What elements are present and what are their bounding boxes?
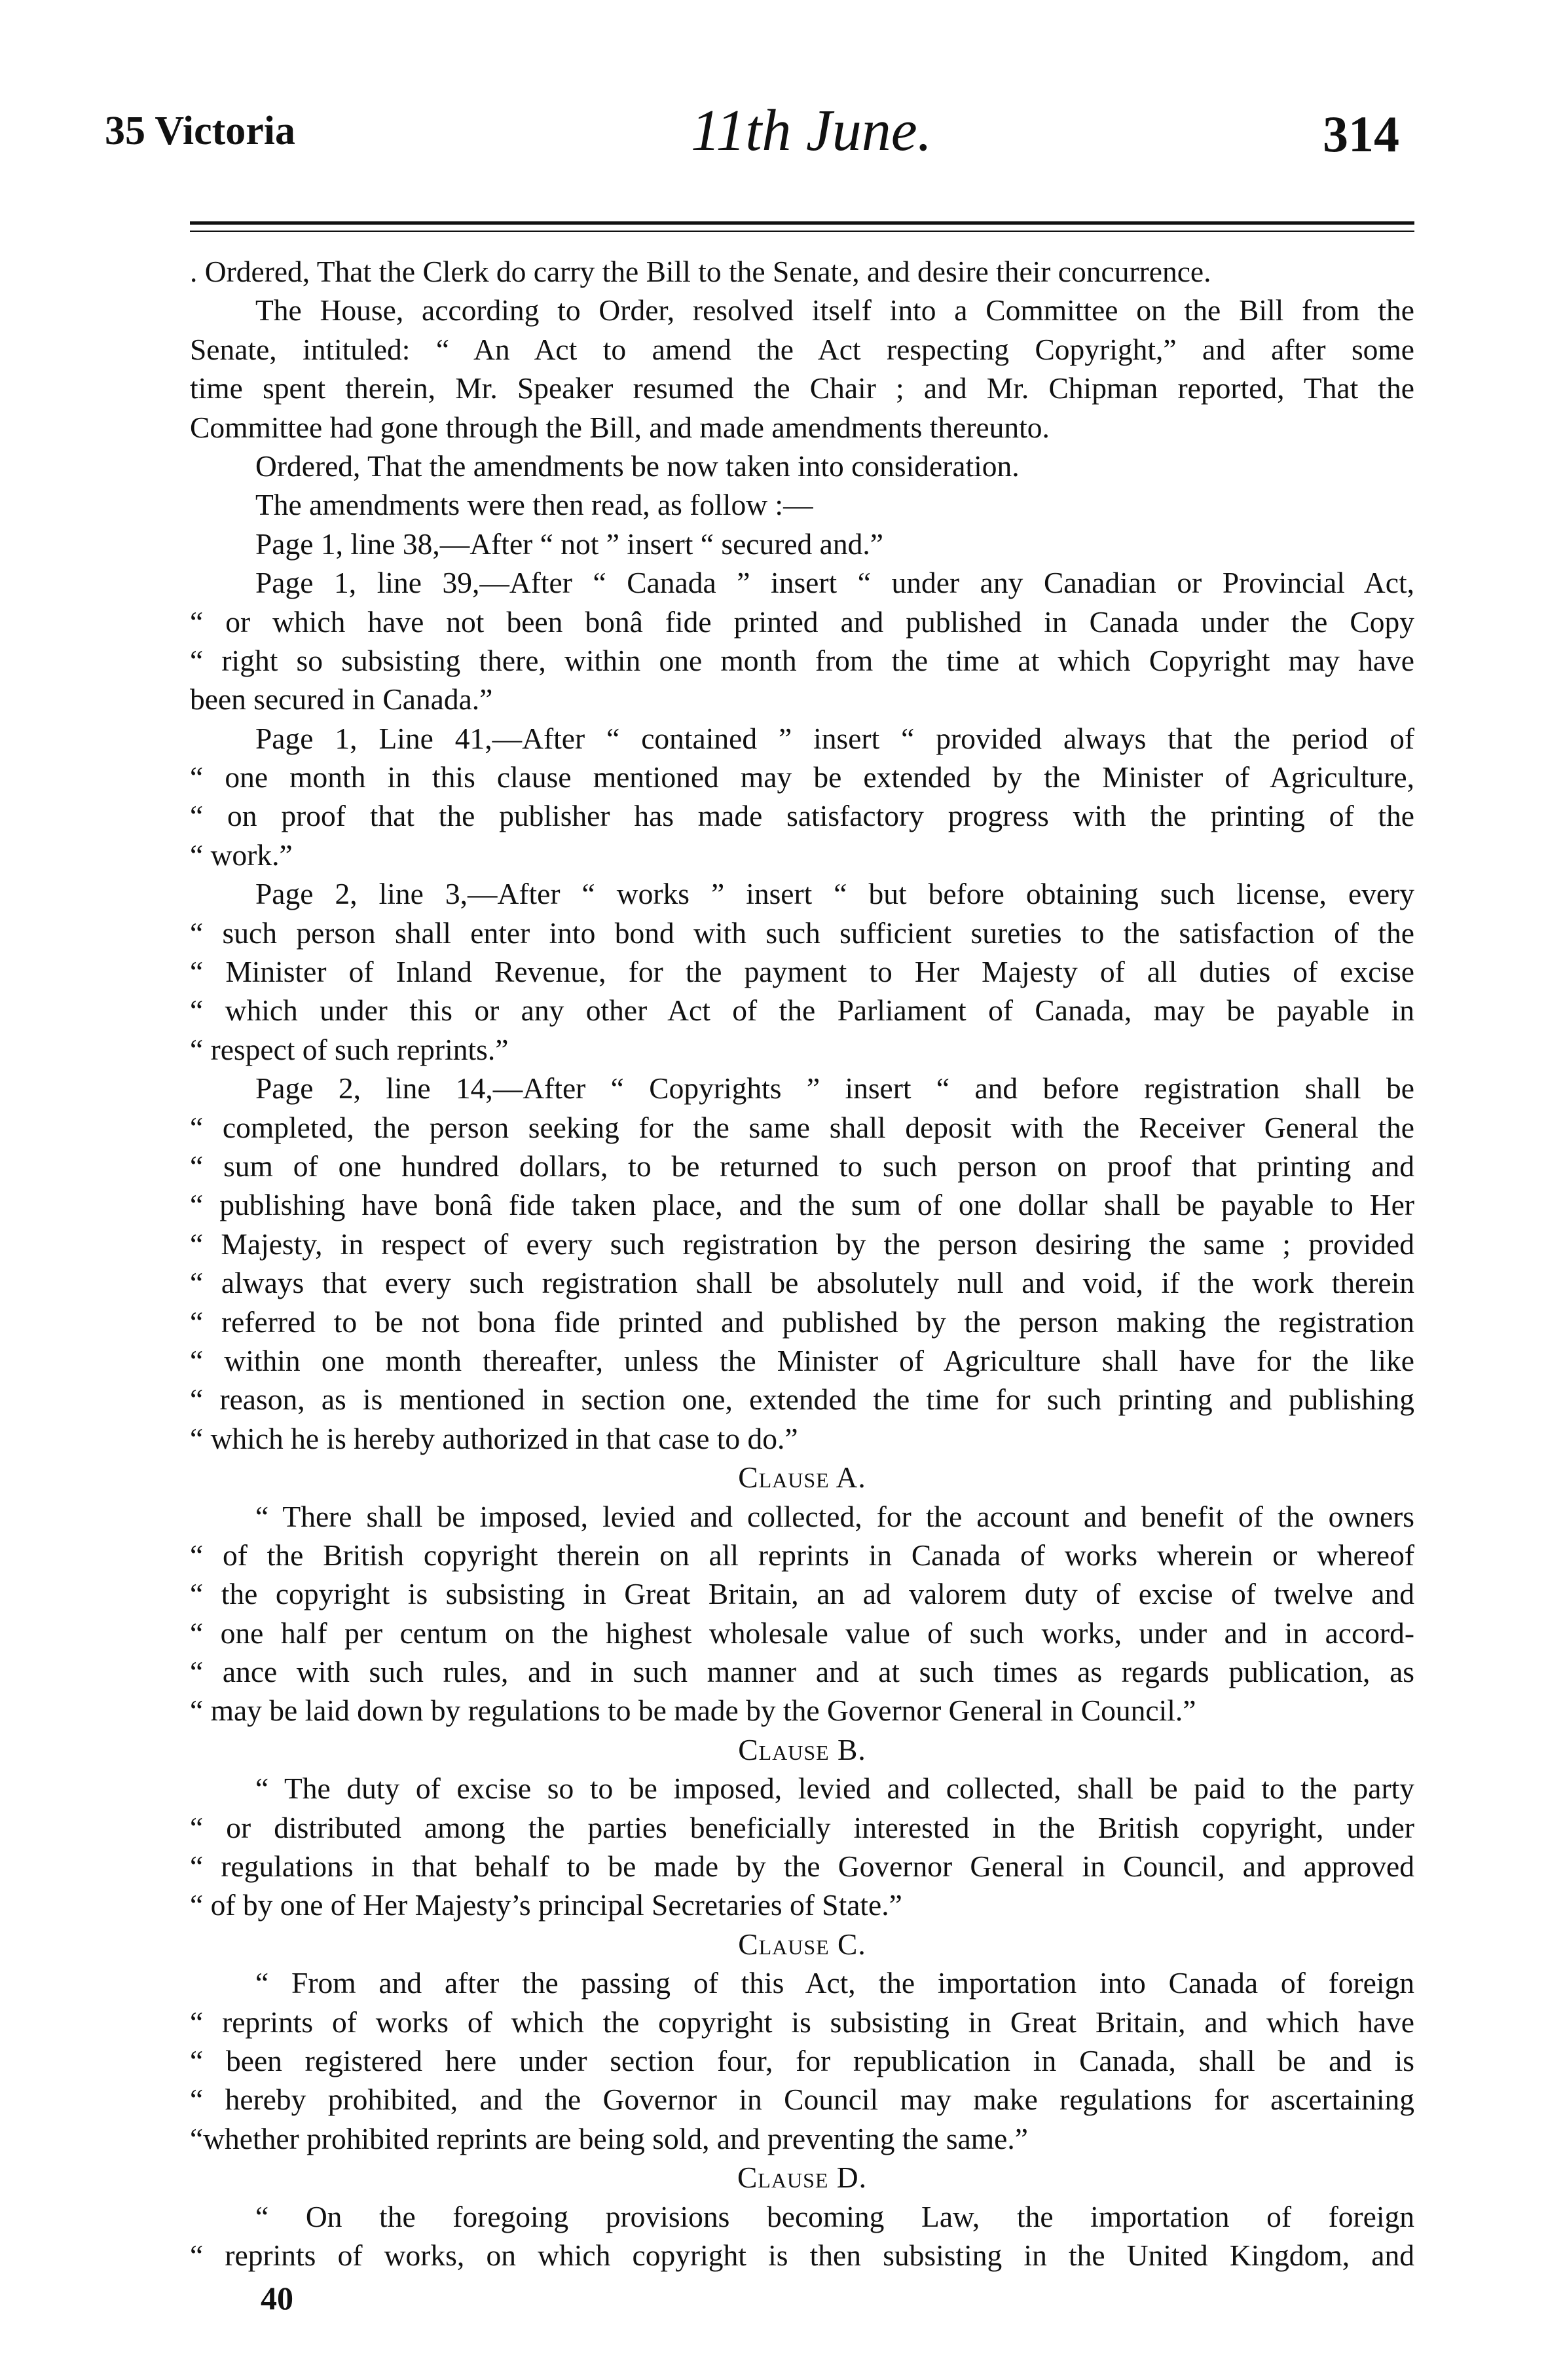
text-line: “ of by one of Her Majesty’s principal Secretaries of State.” (190, 1888, 902, 1922)
text-line: “ referred to be not bona fide printed and published by the person making the registration (190, 1305, 1414, 1339)
text-line: “ the copyright is subsisting in Great Britain, an ad valorem duty of excise of twelve and (190, 1577, 1414, 1611)
header-rule-thin (190, 231, 1414, 232)
signature-mark: 40 (261, 2280, 293, 2316)
header-rule-thick (190, 221, 1414, 225)
text-line: “ which under this or any other Act of the Parliament of Canada, may be payable in (190, 994, 1414, 1028)
text-line: time spent therein, Mr. Speaker resumed the Chair ; and Mr. Chipman reported, That the (190, 371, 1414, 405)
text-line: “ On the foregoing provisions becoming Law, the importation of foreign (255, 2199, 1414, 2233)
text-line: “ reprints of works, on which copyright is then subsisting in the United Kingdom, and (190, 2238, 1414, 2272)
date-header: 11th June. (691, 98, 932, 163)
text-line: Page 1, line 38,—After “ not ” insert “ secured and.” (255, 527, 883, 561)
text-line: “whether prohibited reprints are being sold, and preventing the same.” (190, 2121, 1028, 2155)
text-line: “ such person shall enter into bond with such sufficient sureties to the satisfaction of the (190, 916, 1414, 950)
text-line: “ been registered here under section four, for republication in Canada, shall be and is (190, 2043, 1414, 2077)
text-line: “ within one month thereafter, unless the Minister of Agriculture shall have for the like (190, 1343, 1414, 1377)
text-line: “ always that every such registration shall be absolutely null and void, if the work therein (190, 1266, 1414, 1300)
text-line: “ From and after the passing of this Act, the importation into Canada of foreign (255, 1966, 1414, 2000)
text-line: . Ordered, That the Clerk do carry the Bill to the Senate, and desire their concurrence. (190, 255, 1211, 288)
text-line: “ may be laid down by regulations to be made by the Governor General in Council.” (190, 1694, 1196, 1728)
text-line: “ reason, as is mentioned in section one, extended the time for such printing and publishing (190, 1383, 1414, 1417)
text-line: “ or which have not been bonâ fide printed and published in Canada under the Copy (190, 604, 1414, 639)
text-line: “ Majesty, in respect of every such registration by the person desiring the same ; provided (190, 1227, 1414, 1261)
text-line: “ ance with such rules, and in such manner and at such times as regards publication, as (190, 1655, 1414, 1689)
text-line: The House, according to Order, resolved itself into a Committee on the Bill from the (255, 293, 1414, 327)
text-line: Senate, intituled: “ An Act to amend the Act respecting Copyright,” and after some (190, 332, 1414, 366)
clause-heading: Clause B. (738, 1732, 866, 1766)
text-line: “ right so subsisting there, within one month from the time at which Copyright may have (190, 643, 1414, 677)
text-line: “ hereby prohibited, and the Governor in Council may make regulations for ascertaining (190, 2083, 1414, 2117)
text-line: “ respect of such reprints.” (190, 1032, 509, 1066)
text-line: “ or distributed among the parties beneficially interested in the British copyright, under (190, 1810, 1414, 1844)
text-line: “ on proof that the publisher has made satisfactory progress with the printing of the (190, 799, 1414, 833)
text-line: The amendments were then read, as follow :— (255, 488, 813, 522)
page-number: 314 (1323, 105, 1399, 162)
text-line: “ There shall be imposed, levied and collected, for the account and benefit of the owners (255, 1499, 1414, 1533)
text-line: “ one month in this clause mentioned may be extended by the Minister of Agriculture, (190, 760, 1414, 794)
clause-heading: Clause C. (738, 1927, 866, 1961)
text-line: Committee had gone through the Bill, and made amendments thereunto. (190, 410, 1050, 444)
text-line: Page 1, Line 41,—After “ contained ” insert “ provided always that the period of (255, 721, 1414, 755)
text-line: “ Minister of Inland Revenue, for the payment to Her Majesty of all duties of excise (190, 955, 1414, 989)
session-header: 35 Victoria (105, 109, 295, 153)
text-line: been secured in Canada.” (190, 682, 493, 716)
clause-heading: Clause D. (737, 2161, 868, 2195)
text-line: “ of the British copyright therein on all reprints in Canada of works wherein or whereof (190, 1538, 1414, 1572)
body-text (190, 252, 1414, 2275)
text-line: “ work.” (190, 838, 293, 872)
text-line: “ sum of one hundred dollars, to be returned to such person on proof that printing and (190, 1149, 1414, 1183)
text-line: Ordered, That the amendments be now taken into consideration. (255, 449, 1020, 483)
text-line: “ completed, the person seeking for the same shall deposit with the Receiver General the (190, 1110, 1414, 1144)
text-line: “ The duty of excise so to be imposed, levied and collected, shall be paid to the party (255, 1772, 1414, 1806)
text-line: Page 1, line 39,—After “ Canada ” insert “ under any Canadian or Provincial Act, (255, 566, 1414, 600)
text-line: “ publishing have bonâ fide taken place, and the sum of one dollar shall be payable to Her (190, 1188, 1414, 1222)
text-line: “ one half per centum on the highest wholesale value of such works, under and in accord- (190, 1616, 1414, 1650)
text-line: Page 2, line 14,—After “ Copyrights ” insert “ and before registration shall be (255, 1071, 1414, 1106)
text-line: “ which he is hereby authorized in that case to do.” (190, 1421, 798, 1455)
text-line: “ reprints of works of which the copyright is subsisting in Great Britain, and which have (190, 2005, 1414, 2039)
clause-heading: Clause A. (738, 1460, 866, 1495)
text-line: Page 2, line 3,—After “ works ” insert “ but before obtaining such license, every (255, 877, 1414, 911)
text-line: “ regulations in that behalf to be made by the Governor General in Council, and approved (190, 1850, 1414, 1884)
